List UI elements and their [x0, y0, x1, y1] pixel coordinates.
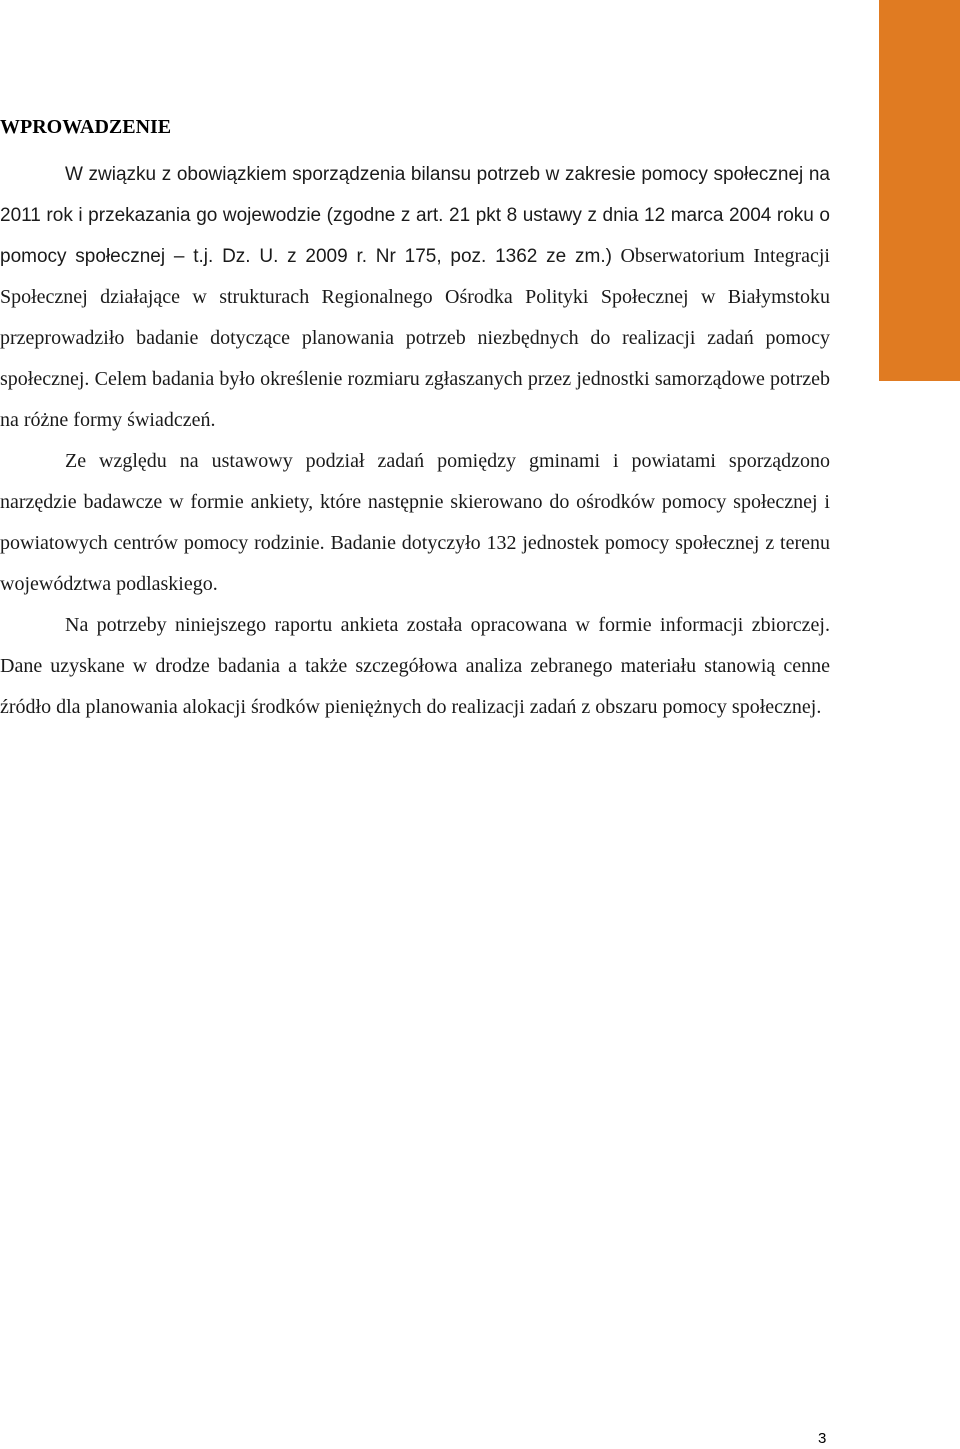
document-body	[0, 113, 830, 728]
paragraph-1-lead: W związku z obowiązkiem sporządzenia bilansu potrzeb w zakresie pomocy społecznej na 2011 rok i przekazania go wojewodzie (zgodne z art. 21 pkt 8 ustawy z dnia 12 marca 2004 roku o pomocy społecznej – t.j. Dz. U. z 2009 r. Nr 175, poz. 1362 ze zm.)	[0, 164, 830, 267]
paragraph-3: Na potrzeby niniejszego raportu ankieta została opracowana w formie informacji zbiorczej. Dane uzyskane w drodze badania a także szczegółowa analiza zebranego materiału stanowią cenne źródło dla planowania alokacji środków pieniężnych do realizacji zadań z obszaru pomocy społecznej.	[0, 614, 830, 718]
orange-accent-bar	[879, 0, 960, 381]
paragraph-1-rest: Obserwatorium Integracji Społecznej działające w strukturach Regionalnego Ośrodka Polityki Społecznej w Białymstoku przeprowadziło badanie dotyczące planowania potrzeb niezbędnych do realizacji zadań pomocy społecznej. Celem badania było określenie rozmiaru zgłaszanych przez jednostki samorządowe potrzeb na różne formy świadczeń.	[0, 245, 830, 431]
paragraph-2: Ze względu na ustawowy podział zadań pomiędzy gminami i powiatami sporządzono narzędzie badawcze w formie ankiety, które następnie skierowano do ośrodków pomocy społecznej i powiatowych centrów pomocy rodzinie. Badanie dotyczyło 132 jednostek pomocy społecznej z terenu województwa podlaskiego.	[0, 450, 830, 595]
paragraph-1	[0, 154, 830, 441]
section-heading: WPROWADZENIE	[0, 116, 172, 138]
page-number: 3	[818, 1430, 827, 1447]
